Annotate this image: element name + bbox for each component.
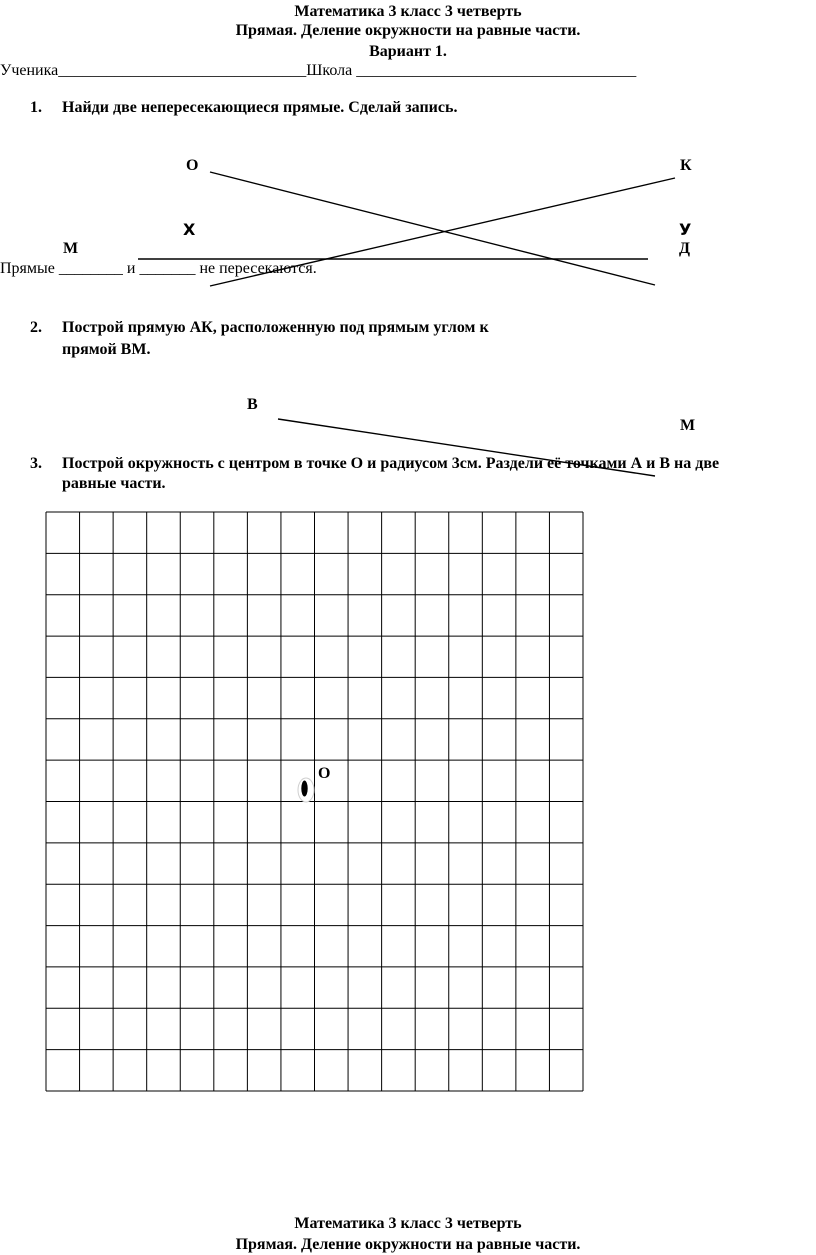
school-name-blank[interactable]: ___________________________________ — [352, 62, 637, 79]
point-u-label: У — [679, 220, 692, 239]
student-name-blank[interactable]: _______________________________ — [58, 62, 307, 79]
answer-and: и — [126, 260, 136, 277]
task-3-number: 3. — [30, 455, 42, 472]
point-o-label: О — [186, 157, 199, 174]
worksheet-topic: Прямая. Деление окружности на равные части. — [235, 22, 581, 39]
line-b-m — [278, 419, 655, 476]
footer-title: Математика 3 класс 3 четверть — [294, 1215, 522, 1232]
task-2-number: 2. — [30, 319, 42, 336]
answer-prefix: Прямые — [0, 260, 55, 277]
answer-blank-1[interactable]: ________ — [58, 260, 123, 277]
student-label: Ученика — [0, 62, 59, 79]
answer-blank-2[interactable]: _______ — [139, 260, 196, 277]
task-3-text-line1: Построй окружность с центром в точке О и радиусом 3см. Раздели её точками А и В на две — [62, 455, 720, 472]
point-m2-label: М — [680, 417, 696, 434]
task-1-text: Найди две непересекающиеся прямые. Сделай запись. — [62, 99, 458, 116]
task-2-text-line2: прямой ВМ. — [62, 341, 151, 358]
center-point-o-label: О — [318, 765, 331, 782]
answer-suffix: не пересекаются. — [199, 260, 317, 277]
variant-label: Вариант 1. — [369, 43, 447, 60]
footer-topic: Прямая. Деление окружности на равные части. — [235, 1236, 581, 1253]
task-3-text-line2: равные части. — [62, 475, 166, 492]
task-2-text-line1: Построй прямую АК, расположенную под прямым углом к — [62, 319, 489, 336]
line-x-k — [210, 178, 675, 286]
point-d-label: Д — [679, 240, 691, 257]
line-o-u — [210, 172, 655, 285]
worksheet-title: Математика 3 класс 3 четверть — [294, 3, 522, 20]
point-x-label: Х — [183, 220, 196, 239]
task-1-number: 1. — [30, 99, 42, 116]
point-m-label: М — [63, 240, 79, 257]
school-label: Школа — [306, 62, 353, 79]
point-k-label: К — [680, 157, 692, 174]
center-point-o-marker[interactable] — [296, 775, 316, 805]
point-b-label: В — [247, 396, 258, 413]
